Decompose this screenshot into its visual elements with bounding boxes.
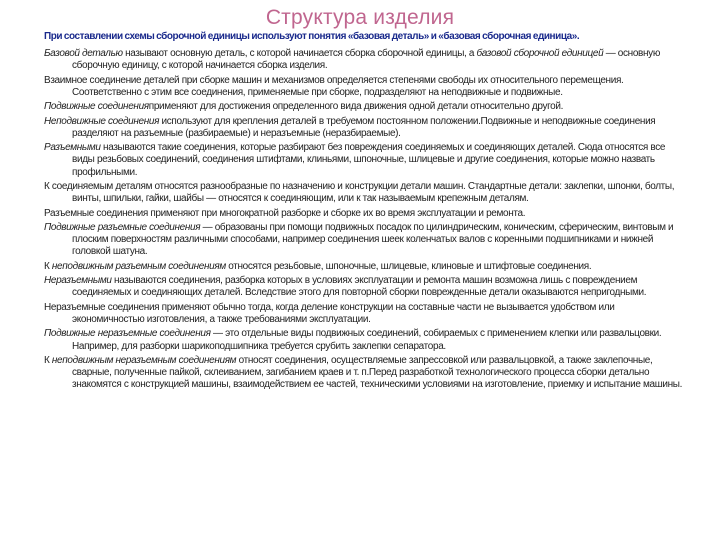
paragraph — [44, 302, 684, 326]
paragraph — [44, 116, 684, 140]
term-italic: базовой сборочной единицей — [476, 48, 604, 59]
paragraph-text: относятся резьбовые, шпоночные, шлицевые, клиновые и штифтовые соединения. — [225, 260, 592, 272]
paragraph-text: Взаимное соединение деталей при сборке машин и механизмов определяется степенями свободы их относительного перемещения. Соответственно с этим все соединения, применяемые при сборке, подразделяют на неподвижные и подвижные. — [44, 74, 624, 98]
term-italic: неподвижным разъемным соединениям — [51, 260, 226, 272]
intro-text: При составлении схемы сборочной единицы используют понятия «базовая деталь» и «базовая сборочная единица». — [44, 31, 580, 42]
paragraph-text: — основную сборочную единицу, с которой начинается сборка изделия. — [72, 48, 660, 72]
paragraph-text: Разъемные соединения применяют при многократной разборке и сборке их во время эксплуатации и ремонта. — [44, 207, 526, 219]
paragraph-text: К — [44, 260, 52, 272]
paragraph-text: называют основную деталь, с которой начинается сборка сборочной единицы, а — [122, 48, 477, 59]
term-italic: Неразъемными — [44, 275, 112, 287]
paragraph — [44, 181, 684, 205]
term-italic: Разъемными — [44, 142, 101, 154]
paragraph — [44, 142, 684, 179]
paragraph-text: используют для крепления деталей в требуемом постоянном положении.Подвижные и неподвижные соединения разделяют на разъемные (разбираемые) и неразъемные (неразбираемые). — [72, 115, 656, 139]
paragraph — [44, 48, 684, 72]
paragraph — [44, 261, 684, 273]
paragraph-text: — образованы при помощи подвижных посадок по цилиндрическим, коническим, сферическим, винтовым и плоским поверхностям различными способами, например соединения шеек коленчатых валов с коренными подшипниками и нижней головкой шатуна. — [72, 221, 674, 258]
paragraph — [44, 355, 684, 392]
paragraph-text: применяют для достижения определенного вида движения одной детали относительно другой. — [148, 101, 564, 113]
term-italic: неподвижным неразъемным соединениям — [51, 354, 237, 366]
paragraph-text: К — [44, 354, 52, 366]
term-italic: Подвижные разъемные соединения — [44, 221, 201, 233]
term-italic: Неподвижные соединения — [44, 115, 160, 127]
slide-body — [44, 30, 684, 394]
paragraph-list — [44, 48, 684, 392]
paragraph — [44, 275, 684, 299]
paragraph-text: К соединяемым деталям относятся разнообразные по назначению и конструкции детали машин. Стандартные детали: заклепки, шпонки, болты, винты, шпильки, гайки, шайбы — относятся к соединяющим, или к так называемым крепежным деталям. — [44, 180, 675, 205]
term-italic: Базовой деталью — [44, 48, 123, 59]
paragraph — [44, 222, 684, 259]
paragraph-text: называются такие соединения, которые разбирают без повреждения соединяемых и соединяющих деталей. Сюда относятся все виды резьбовых соединений, соединения штифтами, клиньями, шпоночные, шлицевые и другие соединения, которые можно назвать профильными. — [72, 142, 666, 178]
paragraph — [44, 101, 684, 113]
term-italic: Подвижные соединения — [44, 101, 149, 113]
paragraph-text: — это отдельные виды подвижных соединений, собираемых с применением клепки или развальцовки. Например, для разборки шарикоподшипника требуется срубить заклепки сепаратора. — [72, 328, 662, 352]
term-italic: Подвижные неразъемные соединения — [44, 328, 211, 340]
paragraph-text: называются соединения, разборка которых в условиях эксплуатации и ремонта машин возможна лишь с повреждением соединяемых и соединяющих деталей. Вследствие этого для повторной сборки поврежденные детали оказываются непригодными. — [72, 275, 647, 299]
paragraph — [44, 328, 684, 352]
paragraph — [44, 75, 684, 99]
paragraph — [44, 208, 684, 220]
paragraph-text: Неразъемные соединения применяют обычно тогда, когда деление конструкции на составные части не вызывается удобством или экономичностью изготовления, а также требованиями эксплуатации. — [44, 301, 615, 325]
paragraph-text: относят соединения, осуществляемые запрессовкой или развальцовкой, а также заклепочные, сварные, полученные пайкой, склеиванием, загибанием краев и т. п.Перед разработкой технологического процесса сборки детально знакомятся с конструкцией машины, взаимодействием ее частей, техническими условиями на изготовление, приемку и испытание машины. — [72, 354, 683, 391]
slide-title: Структура изделия — [265, 6, 455, 29]
